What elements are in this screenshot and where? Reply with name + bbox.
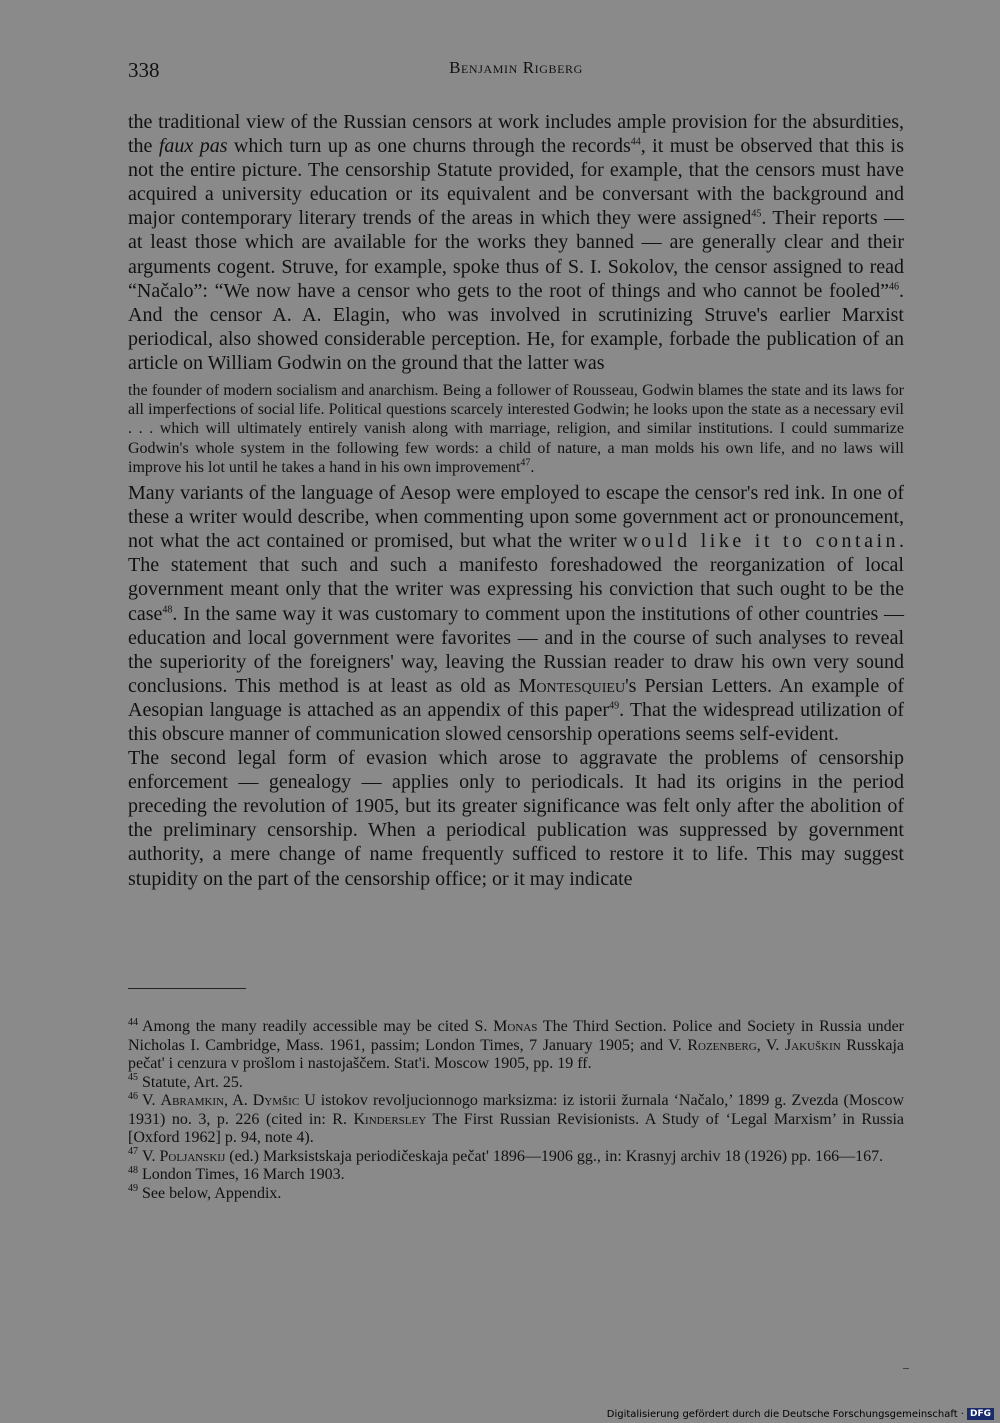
author-name: Kindersley <box>353 1110 427 1128</box>
text: . <box>530 458 535 476</box>
running-head: Benjamin Rigberg <box>449 58 583 77</box>
footnote-number: 49 <box>128 1183 138 1195</box>
text: The Third Section. Police and Society in Russia under Nicholas I. Cambridge, Mass. 1961, passim; London Times, 7 January 1905; and V. <box>128 1018 904 1054</box>
author-name: Jakuškin <box>784 1036 841 1054</box>
footnote-number: 47 <box>128 1146 138 1158</box>
spaced-emphasis: would like it to contain <box>623 530 900 553</box>
author-name: Montesquieu <box>518 674 626 697</box>
italic-text: faux pas <box>158 135 228 158</box>
block-quote <box>128 381 904 477</box>
text: the traditional view of the Russian censors at work includes ample provision for the absurdities, the <box>128 111 904 158</box>
text: . That the widespread utilization of this obscure manner of communication slowed censorship operations seems self-evident. <box>128 698 904 745</box>
paragraph-1 <box>128 110 904 375</box>
paragraph-2 <box>128 481 904 746</box>
footnote-ref: 48 <box>162 603 173 615</box>
footnote-ref: 47 <box>520 457 531 469</box>
footnote-number: 46 <box>128 1090 138 1102</box>
text: V. <box>142 1147 160 1165</box>
text: , A. <box>224 1092 253 1109</box>
text: See below, Appendix. <box>142 1184 282 1202</box>
footnote-ref: 46 <box>889 281 899 292</box>
author-name: Dymšic <box>252 1092 300 1109</box>
footnote-number: 44 <box>128 1016 138 1028</box>
text: London Times, 16 March 1903. <box>142 1166 345 1183</box>
author-name: Poljanskij <box>159 1147 226 1165</box>
footnote-46 <box>128 1092 904 1148</box>
text: 's Persian Letters. An example of Aesopian language is attached as an appendix of this paper <box>128 674 904 721</box>
text: the founder of modern socialism and anarchism. Being a follower of Rousseau, Godwin blames the state and its laws for all imperfections of social life. Political questions scarcely interested Godwin; he looks upon the state as a necessary evil . . . which will ultimately entirely vanish along with marriage, religion, and similar institutions. I could summarize Godwin's whole system in the following few words: a child of nature, a man molds his own life, and no laws will improve his lot until he takes a hand in his own improvement <box>128 382 904 476</box>
footnote-ref: 44 <box>630 136 641 148</box>
page-number: 338 <box>128 58 160 82</box>
text: , it must be observed that this is not the entire picture. The censorship Statute provided, for example, that the censors must have acquired a university education or its equivalent and be conversant with the background and major contemporary literary trends of the areas in which they were assigned <box>128 135 905 230</box>
text: Among the many readily accessible may be cited S. <box>142 1018 494 1035</box>
text: Many variants of the language of Aesop were employed to escape the censor's red ink. In one of these a writer would describe, when commenting upon some government act or pronouncement, not what the act contained or promised, but what the writer <box>128 482 904 553</box>
footnote-47 <box>128 1148 904 1167</box>
text: V. <box>142 1092 161 1109</box>
text: U istokov revoljucionnogo marksizma: iz istorii žurnala ‘Načalo,’ 1899 g. Zvezda (Moscow 1931) no. 3, p. 226 (cited in: R. <box>128 1092 904 1128</box>
text: Statute, Art. 25. <box>142 1073 243 1091</box>
footnote-number: 48 <box>128 1164 138 1176</box>
text: The First Russian Revisionists. A Study of ‘Legal Marxism’ in Russia [Oxford 1962] p. 94, note 4). <box>128 1110 905 1146</box>
paragraph-3: The second legal form of evasion which arose to aggravate the problems of censorship enforcement — genealogy — applies only to periodicals. It had its origins in the period preceding the revolution of 1905, but its greater significance was felt only after the abolition of the preliminary censorship. When a periodical publication was suppressed by government authority, a mere change of name frequently sufficed to restore it to life. This may suggest stupidity on the part of the censorship office; or it may indicate <box>128 747 904 890</box>
scan-speck <box>903 1368 909 1369</box>
footnote-45 <box>128 1074 904 1093</box>
dfg-logo-icon: DFG <box>967 1408 994 1420</box>
text: . Their reports — at least those which are available for the works they banned — are generally clear and their arguments cogent. Struve, for example, spoke thus of S. I. Sokolov, the censor assigned to read “Načalo”: “We now have a censor who gets to the root of things and who cannot be fooled” <box>128 207 904 302</box>
text: . In the same way it was customary to comment upon the institutions of other countries — education and local government were favorites — and in the course of such analyses to reveal the superiority of the foreigners' way, leaving the Russian reader to draw his own very sound conclusions. This method is at least as old as <box>128 602 904 697</box>
main-text <box>128 110 904 891</box>
text: (ed.) Marksistskaja periodičeskaja pečat' 1896—1906 gg., in: Krasnyj archiv 18 (1926) pp. 166—167. <box>225 1147 884 1165</box>
footnote-rule <box>128 988 246 989</box>
text: . And the censor A. A. Elagin, who was involved in scrutinizing Struve's earlier Marxist periodical, also showed considerable perception. He, for example, forbade the publication of an article on William Godwin on the ground that the latter was <box>128 279 904 374</box>
footnote-ref: 49 <box>609 700 620 712</box>
text: Russkaja pečat' i cenzura v prošlom i nastojaščem. Stat'i. Moscow 1905, pp. 19 ff. <box>128 1036 905 1072</box>
page-header <box>128 58 904 84</box>
footnote-49 <box>128 1185 904 1204</box>
author-name: Abramkin <box>160 1092 225 1109</box>
footnote-48 <box>128 1166 904 1185</box>
text: , V. <box>756 1036 785 1054</box>
text: which turn up as one churns through the records <box>227 135 631 158</box>
author-name: Rozenberg <box>687 1036 757 1054</box>
footnotes <box>128 1018 904 1203</box>
text: . The statement that such and such a manifesto foreshadowed the reorganization of local government meant only that the writer was expressing his conviction that such ought to be the case <box>128 530 905 625</box>
footnote-ref: 45 <box>751 208 762 220</box>
author-name: Monas <box>493 1018 538 1035</box>
footnote-44 <box>128 1018 904 1074</box>
dfg-credit <box>607 1408 994 1420</box>
footnote-number: 45 <box>128 1072 138 1084</box>
dfg-credit-text: Digitalisierung gefördert durch die Deutsche Forschungsgemeinschaft · <box>606 1408 964 1420</box>
